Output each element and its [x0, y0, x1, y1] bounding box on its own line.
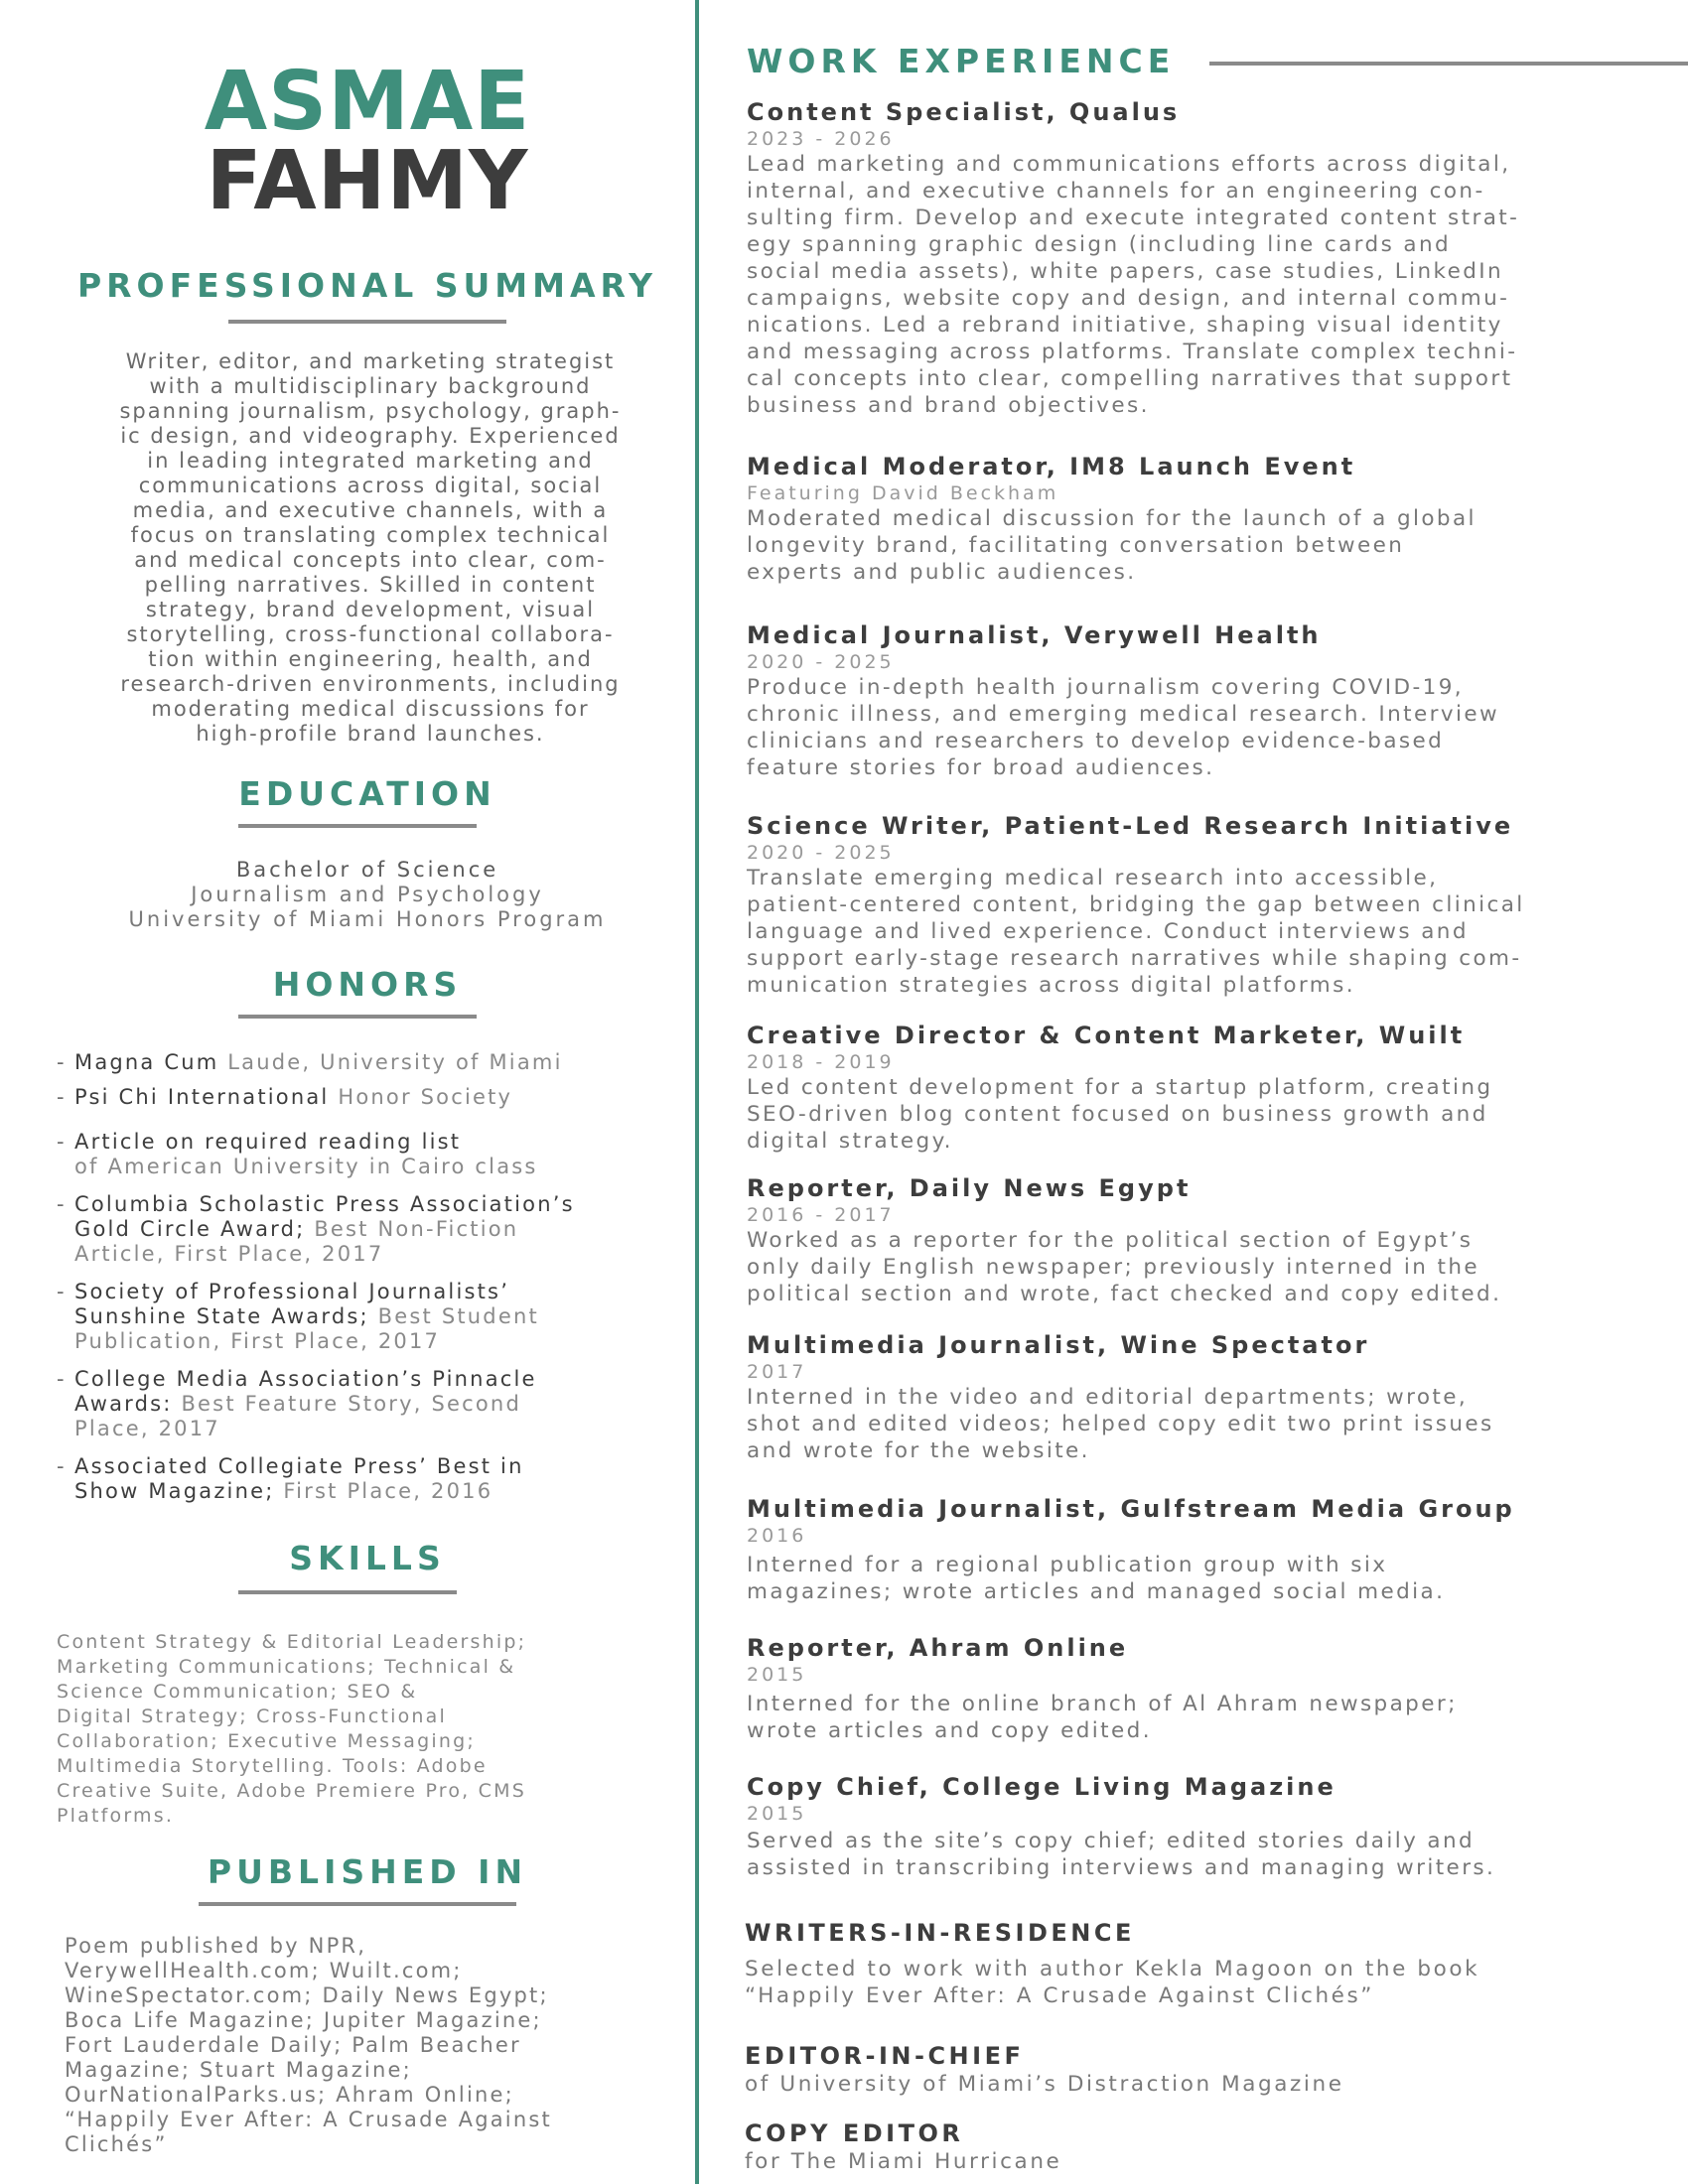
- job-description: Moderated medical discussion for the launch of a global longevity brand, facilitating conversation between experts and public audiences.: [747, 506, 1477, 585]
- job-entry: [747, 452, 1660, 586]
- honor-item: - Associated Collegiate Press’ Best in Show Magazine; First Place, 2016: [55, 1454, 690, 1504]
- job-description: Translate emerging medical research into accessible, patient-centered content, bridging the gap between clinical language and lived experience. Conduct interviews and support early-stage research narratives while shaping com- munication strategies across digital platforms.: [747, 866, 1525, 998]
- first-name: ASMAE: [204, 55, 531, 149]
- job-description: Worked as a reporter for the political section of Egypt’s only daily English newspaper; previously interned in the political section and wrote, fact checked and copy edited.: [747, 1228, 1502, 1306]
- work-experience-heading: WORK EXPERIENCE: [747, 42, 1176, 80]
- job-dates: 2020 - 2025: [747, 651, 895, 673]
- published-rule: [199, 1902, 516, 1906]
- job-entry: [747, 1772, 1660, 1881]
- extra-heading: WRITERS-IN-RESIDENCE: [745, 1919, 1135, 1947]
- job-entry: [747, 811, 1660, 999]
- job-dates: 2023 - 2026: [747, 128, 895, 150]
- summary-rule: [228, 320, 506, 324]
- job-description: Interned for the online branch of Al Ahram newspaper; wrote articles and copy edited.: [747, 1692, 1458, 1743]
- job-description: Lead marketing and communications efforts across digital, internal, and executive channels for an engineering con- sulting firm. Develop and execute integrated content strat- egy spanning graphic design (including line cards and social media assets), white papers, case studies, LinkedIn campaigns, website copy and design, and internal commu- nications. Led a rebrand initiative, shaping visual identity and messaging across platforms. Translate complex techni- cal concepts into clear, compelling narratives that support business and brand objectives.: [747, 152, 1520, 418]
- job-description: Interned in the video and editorial departments; wrote, shot and edited videos; helped copy edit two print issues and wrote for the website.: [747, 1385, 1494, 1463]
- honors-list: [55, 1050, 690, 1514]
- job-entry: [747, 1173, 1660, 1307]
- job-title: Science Writer, Patient-Led Research Initiative: [747, 812, 1514, 840]
- job-title: Copy Chief, College Living Magazine: [747, 1773, 1336, 1801]
- skills-text: Content Strategy & Editorial Leadership; Marketing Communications; Technical & Science Communication; SEO & Digital Strategy; Cross-Functional Collaboration; Executive Messaging; Multimedia Storytelling. Tools: Adobe Creative Suite, Adobe Premiere Pro, CMS Platforms.: [57, 1631, 527, 1827]
- education-heading: EDUCATION: [238, 774, 496, 813]
- last-name: FAHMY: [206, 134, 529, 228]
- honor-item: - Psi Chi International Honor Society: [55, 1085, 690, 1110]
- honors-heading: HONORS: [272, 965, 463, 1004]
- job-dates: 2018 - 2019: [747, 1051, 895, 1073]
- job-title: Content Specialist, Qualus: [747, 98, 1181, 126]
- honor-item: - Society of Professional Journalists’ Sunshine State Awards; Best Student Publication, First Place, 2017: [55, 1280, 690, 1354]
- job-entry: [747, 620, 1660, 781]
- skills-heading: SKILLS: [289, 1539, 446, 1577]
- job-entry: [747, 1330, 1660, 1464]
- job-entry: [747, 97, 1660, 419]
- job-entry: [747, 1633, 1660, 1744]
- skills-rule: [238, 1590, 457, 1594]
- job-description: Produce in-depth health journalism covering COVID-19, chronic illness, and emerging medical research. Interview clinicians and researchers to develop evidence-based feature stories for broad audiences.: [747, 675, 1499, 780]
- job-title: Multimedia Journalist, Gulfstream Media Group: [747, 1495, 1515, 1523]
- extra-heading: EDITOR-IN-CHIEF: [745, 2042, 1025, 2070]
- job-title: Multimedia Journalist, Wine Spectator: [747, 1331, 1370, 1359]
- job-description: Interned for a regional publication group with six magazines; wrote articles and managed social media.: [747, 1553, 1446, 1604]
- job-description: Led content development for a startup platform, creating SEO-driven blog content focused on business growth and digital strategy.: [747, 1075, 1493, 1154]
- job-title: Reporter, Ahram Online: [747, 1634, 1129, 1662]
- job-dates: 2017: [747, 1361, 807, 1383]
- honor-item: - Columbia Scholastic Press Association’s Gold Circle Award; Best Non-Fiction Article, First Place, 2017: [55, 1192, 690, 1267]
- column-divider: [695, 0, 699, 2184]
- summary-heading: PROFESSIONAL SUMMARY: [76, 266, 658, 305]
- extra-heading: COPY EDITOR: [745, 2119, 964, 2147]
- job-title: Medical Moderator, IM8 Launch Event: [747, 453, 1356, 480]
- job-entry: [747, 1021, 1660, 1155]
- published-text: Poem published by NPR, VerywellHealth.com; Wuilt.com; WineSpectator.com; Daily News Egypt; Boca Life Magazine; Jupiter Magazine; Fort Lauderdale Daily; Palm Beacher Magazine; Stuart Magazine; OurNationalParks.us; Ahram Online; “Happily Ever After: A Crusade Against Clichés”: [65, 1934, 552, 2156]
- job-title: Creative Director & Content Marketer, Wuilt: [747, 1022, 1466, 1049]
- honors-rule: [238, 1015, 477, 1019]
- job-dates: 2016 - 2017: [747, 1204, 895, 1226]
- honor-item: - Magna Cum Laude, University of Miami: [55, 1050, 690, 1075]
- job-subtitle: Featuring David Beckham: [747, 482, 1059, 504]
- job-description: Served as the site’s copy chief; edited stories daily and assisted in transcribing interviews and managing writers.: [747, 1829, 1496, 1880]
- work-experience-rule: [1209, 62, 1688, 66]
- published-heading: PUBLISHED IN: [207, 1852, 528, 1891]
- job-dates: 2016: [747, 1525, 807, 1547]
- copy-editor: COPY EDITOR for The Miami Hurricane: [745, 2118, 1658, 2175]
- job-title: Medical Journalist, Verywell Health: [747, 621, 1322, 649]
- degree: Bachelor of Science: [235, 858, 499, 882]
- professional-summary: Writer, editor, and marketing strategist with a multidisciplinary background spanning journalism, psychology, graph- ic design, and videography. Experienced in leading integrated marketing and communications across digital, social media, and executive channels, with a focus on translating complex technical and medical concepts into clear, com- pelling narratives. Skilled in content strategy, brand development, visual storytelling, cross-functional collabora- tion within engineering, health, and research-driven environments, including moderating medical discussions for high-profile brand launches.: [119, 349, 622, 746]
- education-details: [50, 858, 685, 932]
- job-entry: [747, 1494, 1660, 1605]
- honor-item: - College Media Association’s Pinnacle Awards: Best Feature Story, Second Place, 2017: [55, 1367, 690, 1441]
- field: Journalism and Psychology: [191, 883, 544, 906]
- writers-in-residence: WRITERS-IN-RESIDENCE Selected to work with author Kekla Magoon on the book “Happily Ever After: A Crusade Against Clichés”: [745, 1918, 1658, 2009]
- honor-item: - Article on required reading list of American University in Cairo class: [55, 1130, 690, 1179]
- job-dates: 2015: [747, 1803, 807, 1825]
- job-title: Reporter, Daily News Egypt: [747, 1174, 1192, 1202]
- job-dates: 2020 - 2025: [747, 842, 895, 864]
- education-rule: [238, 824, 477, 828]
- editor-in-chief: EDITOR-IN-CHIEF of University of Miami’s Distraction Magazine: [745, 2041, 1658, 2098]
- school: University of Miami Honors Program: [128, 907, 607, 931]
- job-dates: 2015: [747, 1664, 807, 1686]
